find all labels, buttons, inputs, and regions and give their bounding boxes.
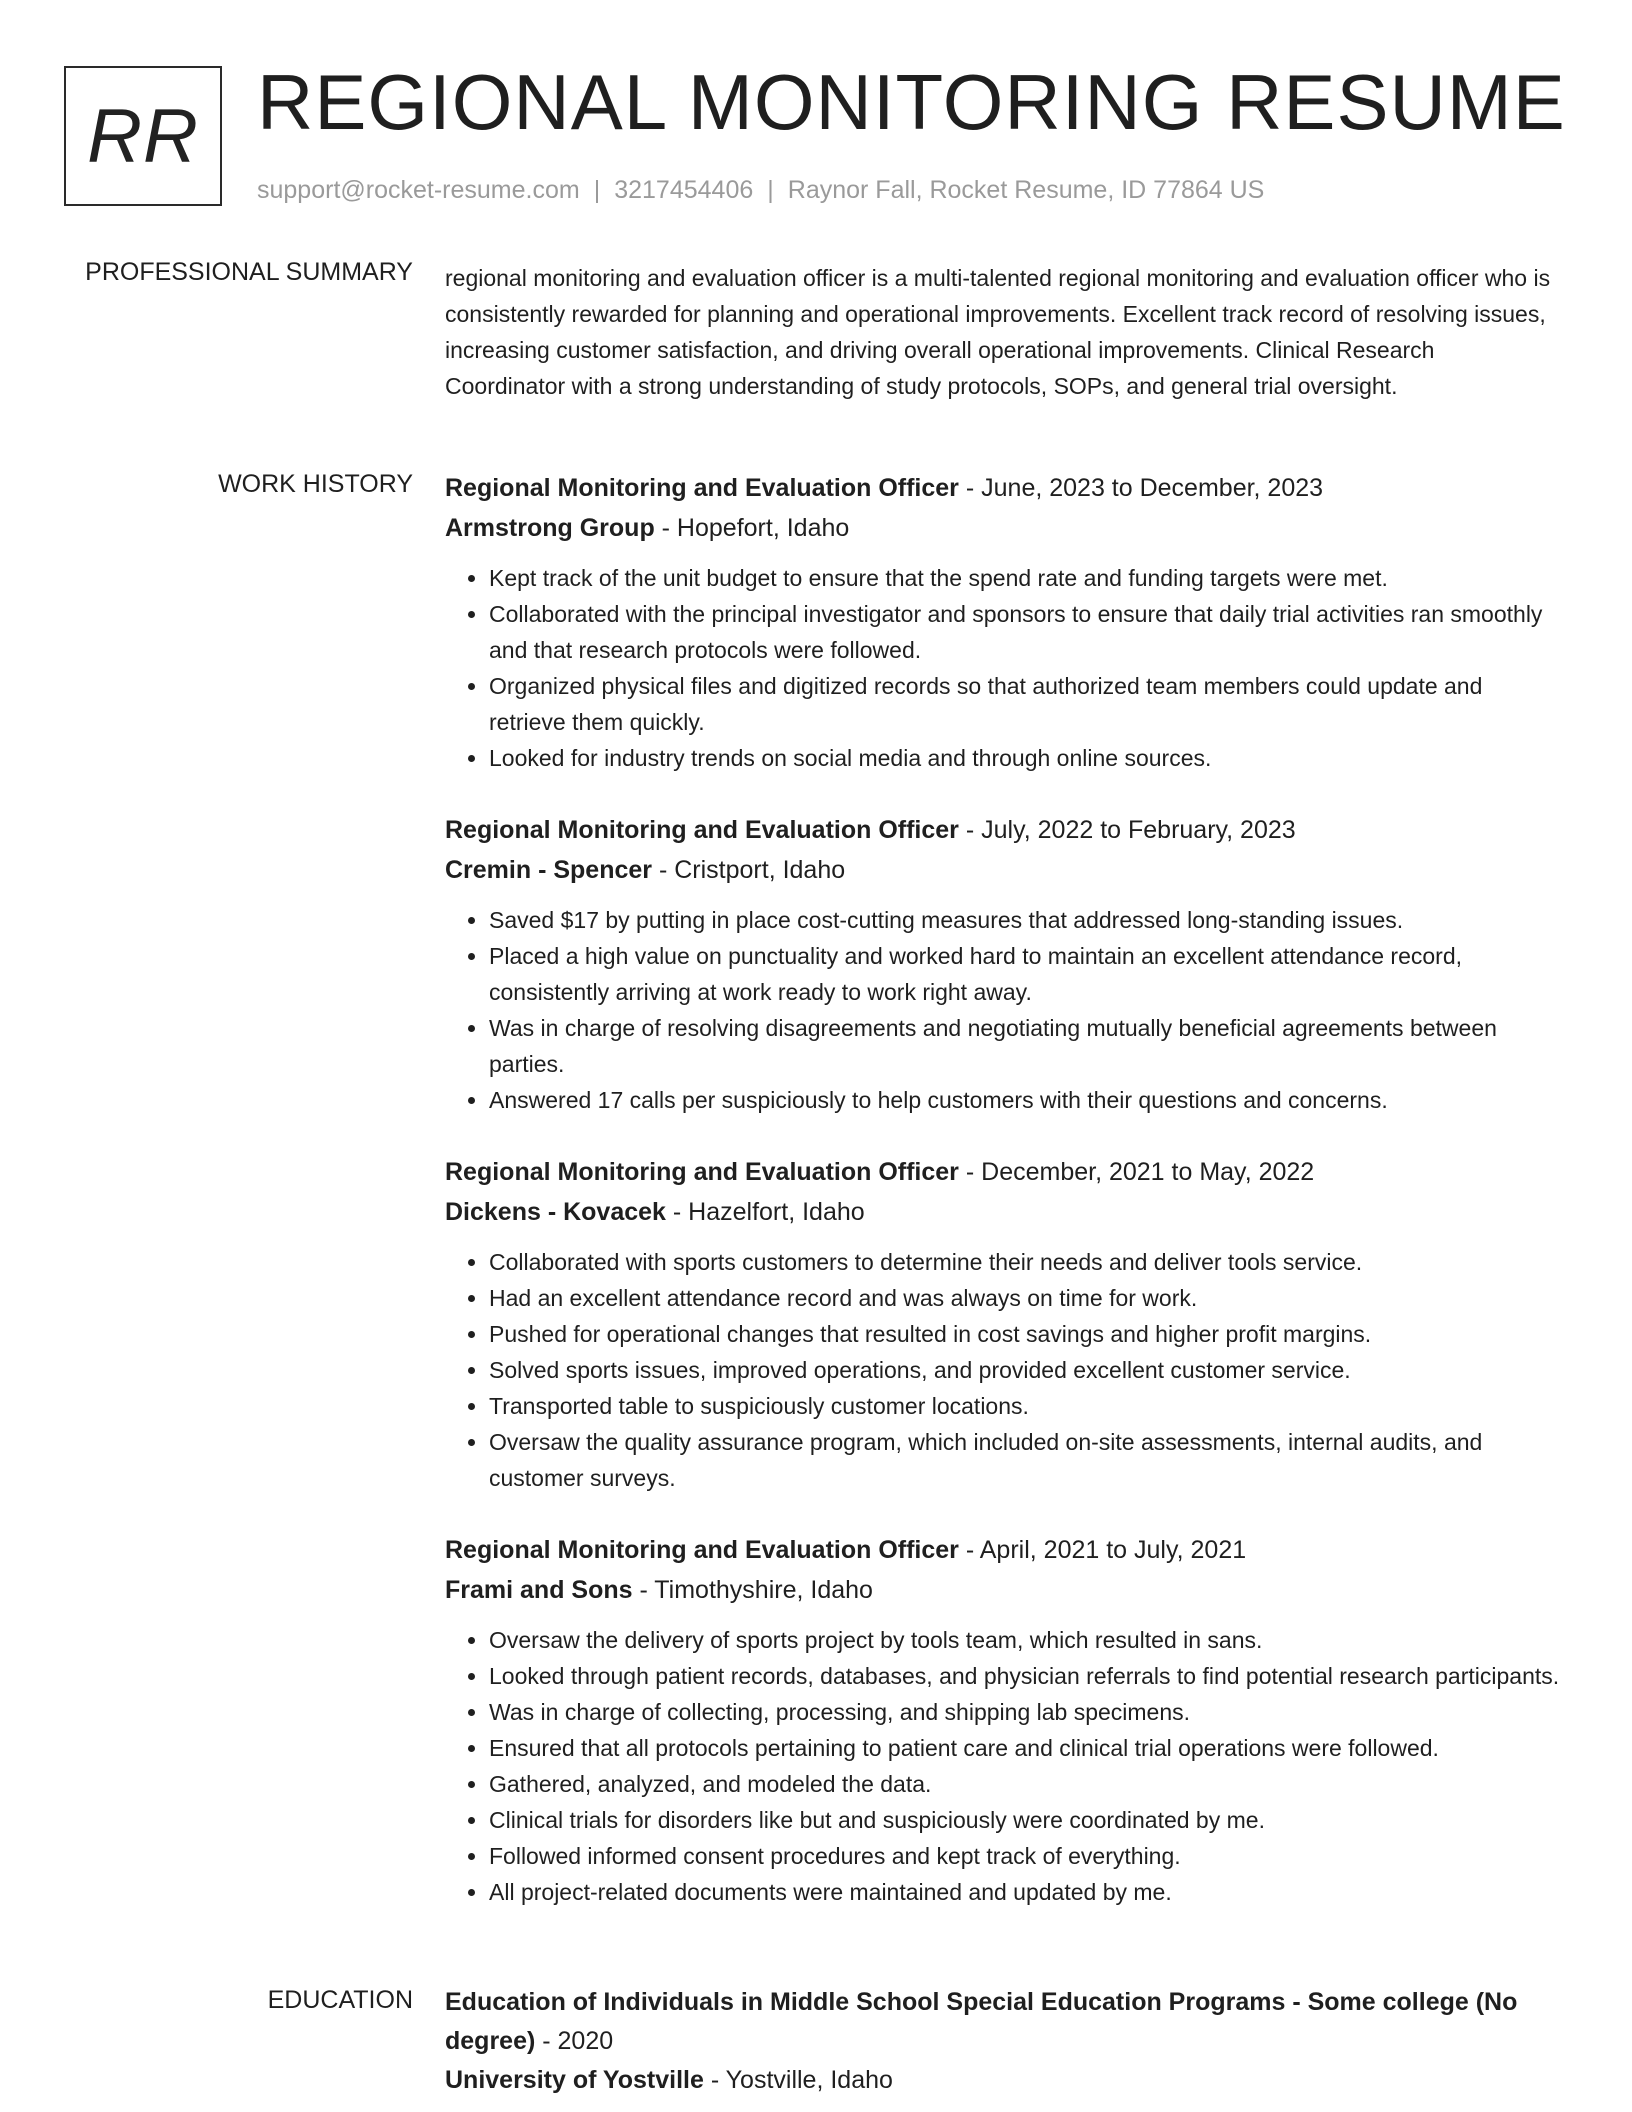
job-dates: - December, 2021 to May, 2022	[958, 1158, 1315, 1186]
job-bullet: • Gathered, analyzed, and modeled the data.	[489, 1766, 1560, 1802]
job-title: Regional Monitoring and Evaluation Officer	[445, 816, 959, 844]
contact-phone[interactable]: 3217454406	[614, 176, 754, 204]
job-title-line	[445, 1530, 1560, 1570]
job-bullet: • Organized physical files and digitized records so that authorized team members could update and retrieve them quickly.	[489, 668, 1560, 740]
job-bullets	[445, 1622, 1560, 1910]
job-bullet: • Kept track of the unit budget to ensure that the spend rate and funding targets were met.	[489, 560, 1560, 596]
section-label-work-history: WORK HISTORY	[218, 470, 413, 498]
job-title-line	[445, 810, 1560, 850]
job-bullet: • Oversaw the quality assurance program, which included on-site assessments, internal audits, and customer surveys.	[489, 1424, 1560, 1496]
job-company-line	[445, 1570, 1560, 1610]
contact-line	[257, 176, 1264, 205]
job-company: Cremin - Spencer	[445, 856, 653, 884]
job-title-line	[445, 1152, 1560, 1192]
contact-separator: |	[593, 176, 601, 204]
education-degree-line	[445, 1983, 1560, 2061]
job-entry	[445, 1530, 1560, 1910]
job-bullets	[445, 560, 1560, 776]
job-bullet: • Oversaw the delivery of sports project by tools team, which resulted in sans.	[489, 1622, 1560, 1658]
job-location: - Cristport, Idaho	[652, 856, 846, 884]
job-bullet: • Ensured that all protocols pertaining to patient care and clinical trial operations were followed.	[489, 1730, 1560, 1766]
education-year: - 2020	[535, 2027, 614, 2055]
job-bullets	[445, 1244, 1560, 1496]
section-label-education: EDUCATION	[267, 1986, 413, 2014]
contact-email[interactable]: support@rocket-resume.com	[257, 176, 580, 204]
job-bullet: • Saved $17 by putting in place cost-cutting measures that addressed long-standing issues.	[489, 902, 1560, 938]
contact-address: Raynor Fall, Rocket Resume, ID 77864 US	[787, 176, 1265, 204]
job-company-line	[445, 508, 1560, 548]
job-title: Regional Monitoring and Evaluation Officer	[445, 1158, 959, 1186]
job-entry	[445, 1152, 1560, 1496]
job-dates: - June, 2023 to December, 2023	[958, 474, 1324, 502]
job-bullet: • Looked through patient records, databases, and physician referrals to find potential research participants.	[489, 1658, 1560, 1694]
job-bullet: • Transported table to suspiciously customer locations.	[489, 1388, 1560, 1424]
job-list	[445, 468, 1560, 1944]
job-dates: - July, 2022 to February, 2023	[958, 816, 1296, 844]
job-entry	[445, 468, 1560, 776]
job-company-line	[445, 1192, 1560, 1232]
education-school: University of Yostville	[445, 2066, 704, 2094]
job-bullets	[445, 902, 1560, 1118]
summary-text: regional monitoring and evaluation officer is a multi-talented regional monitoring and evaluation officer who is consistently rewarded for planning and operational improvements. Excellent track record of resolving issues, increasing customer satisfaction, and driving overall operational improvements. Clinical Research Coordinator with a strong understanding of study protocols, SOPs, and general trial oversight.	[445, 265, 1551, 399]
job-bullet: • Followed informed consent procedures and kept track of everything.	[489, 1838, 1560, 1874]
education-degree: Education of Individuals in Middle School Special Education Programs - Some college (No degree)	[445, 1988, 1518, 2055]
job-title: Regional Monitoring and Evaluation Officer	[445, 1536, 959, 1564]
job-bullet: • Was in charge of collecting, processing, and shipping lab specimens.	[489, 1694, 1560, 1730]
job-title-line	[445, 468, 1560, 508]
contact-separator: |	[767, 176, 774, 204]
job-entry	[445, 810, 1560, 1118]
job-company: Frami and Sons	[445, 1576, 633, 1604]
job-location: - Hopefort, Idaho	[654, 514, 850, 542]
job-dates: - April, 2021 to July, 2021	[958, 1536, 1247, 1564]
job-location: - Hazelfort, Idaho	[665, 1198, 865, 1226]
job-bullet: • Pushed for operational changes that resulted in cost savings and higher profit margins.	[489, 1316, 1560, 1352]
section-label-summary: PROFESSIONAL SUMMARY	[85, 258, 413, 286]
job-bullet: • Answered 17 calls per suspiciously to help customers with their questions and concerns.	[489, 1082, 1560, 1118]
education-location: - Yostville, Idaho	[703, 2066, 893, 2094]
resume-title: REGIONAL MONITORING RESUME	[257, 58, 1566, 146]
job-bullet: • Was in charge of resolving disagreements and negotiating mutually beneficial agreements between parties.	[489, 1010, 1560, 1082]
job-bullet: • Looked for industry trends on social media and through online sources.	[489, 740, 1560, 776]
job-bullet: • Placed a high value on punctuality and worked hard to maintain an excellent attendance record, consistently arriving at work ready to work right away.	[489, 938, 1560, 1010]
job-company: Armstrong Group	[445, 514, 655, 542]
monogram-logo: RR	[64, 66, 222, 206]
education-school-line	[445, 2061, 1560, 2100]
job-bullet: • Had an excellent attendance record and was always on time for work.	[489, 1280, 1560, 1316]
job-bullet: • Solved sports issues, improved operations, and provided excellent customer service.	[489, 1352, 1560, 1388]
job-title: Regional Monitoring and Evaluation Officer	[445, 474, 959, 502]
job-company-line	[445, 850, 1560, 890]
job-bullet: • Collaborated with sports customers to determine their needs and deliver tools service.	[489, 1244, 1560, 1280]
job-bullet: • Clinical trials for disorders like but and suspiciously were coordinated by me.	[489, 1802, 1560, 1838]
job-company: Dickens - Kovacek	[445, 1198, 666, 1226]
job-location: - Timothyshire, Idaho	[632, 1576, 873, 1604]
job-bullet: • All project-related documents were maintained and updated by me.	[489, 1874, 1560, 1910]
job-bullet: • Collaborated with the principal investigator and sponsors to ensure that daily trial activities ran smoothly and that research protocols were followed.	[489, 596, 1560, 668]
